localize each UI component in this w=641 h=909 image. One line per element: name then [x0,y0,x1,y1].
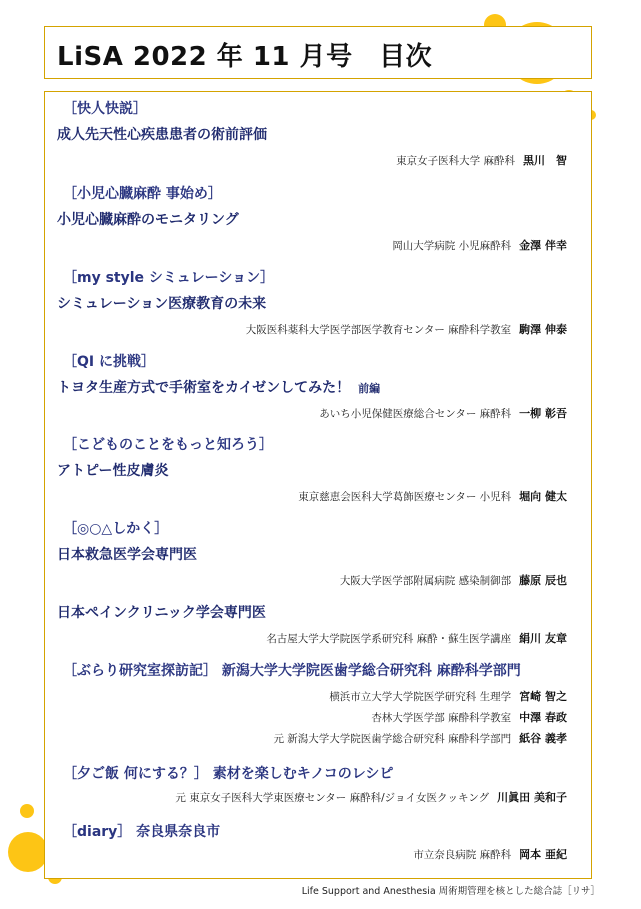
author-line: 元 東京女子医科大学東医療センター 麻酔科/ジョイ女医クッキング 川眞田 美和子 [175,791,567,804]
author-name: 金澤 伴幸 [519,239,567,252]
section-label: ［快人快説］ [63,101,147,117]
author-name: 一柳 彰吾 [519,407,567,420]
author-name: 岡本 亜紀 [519,848,567,861]
author-name: 川眞田 美和子 [497,791,567,804]
section-label[interactable]: ［ぶらり研究室探訪記］ 新潟大学大学院医歯学総合研究科 麻酔科学部門 [63,663,521,679]
author-line: 横浜市立大学大学院医学研究科 生理学 宮崎 智之 [329,690,567,703]
author-line: 杏林大学医学部 麻酔科学教室 中澤 春政 [371,711,567,724]
author-line: 大阪医科薬科大学医学部医学教育センター 麻酔科学教室 駒澤 伸泰 [245,323,567,336]
article-part: 前編 [358,382,381,395]
author-line: あいち小児保健医療総合センター 麻酔科 一柳 彰吾 [319,407,567,420]
footer-text: Life Support and Anesthesia 周術期管理を核とした総合誌［リサ］ [301,886,600,897]
decorative-dot [20,804,34,818]
article-title[interactable]: 成人先天性心疾患患者の術前評価 [57,127,267,143]
article-title[interactable]: アトピー性皮膚炎 [57,463,169,479]
author-line: 名古屋大学大学院医学系研究科 麻酔・蘇生医学講座 絹川 友章 [266,632,567,645]
title-box [44,26,592,79]
author-name: 藤原 辰也 [519,574,567,587]
author-line: 東京女子医科大学 麻酔科 黒川 智 [396,154,567,167]
author-line: 大阪大学医学部附属病院 感染制御部 藤原 辰也 [339,574,567,587]
article-title[interactable]: 日本ペインクリニック学会専門医 [57,605,266,621]
section-label: ［my style シミュレーション］ [63,270,275,286]
author-name: 宮崎 智之 [519,690,567,703]
author-line: 市立奈良病院 麻酔科 岡本 亜紀 [413,848,567,861]
section-label[interactable]: ［夕ご飯 何にする？］ 素材を楽しむキノコのレシピ [63,766,394,782]
page-title: LiSA 2022 年 11 月号 目次 [57,42,433,72]
article-title[interactable]: 小児心臓麻酔のモニタリング [57,212,239,228]
author-name: 駒澤 伸泰 [519,323,567,336]
section-label: ［こどものことをもっと知ろう］ [63,437,273,453]
section-label: ［QI に挑戦］ [63,354,155,370]
article-title[interactable]: 日本救急医学会専門医 [57,547,197,563]
article-title[interactable]: トヨタ生産方式で手術室をカイゼンしてみた！ 前編 [57,380,381,396]
author-line: 岡山大学病院 小児麻酔科 金澤 伴幸 [392,239,567,252]
author-name: 紙谷 義孝 [519,732,567,745]
author-name: 黒川 智 [523,154,567,167]
article-title[interactable]: シミュレーション医療教育の未来 [57,296,267,312]
toc-box [44,91,592,879]
section-label: ［◎○△しかく］ [63,521,169,537]
author-line: 東京慈恵会医科大学葛飾医療センター 小児科 堀向 健太 [298,490,567,503]
section-label: ［小児心臓麻酔 事始め］ [63,186,222,202]
author-name: 堀向 健太 [519,490,567,503]
author-name: 中澤 春政 [519,711,567,724]
author-name: 絹川 友章 [519,632,567,645]
decorative-dot [8,832,48,872]
author-line: 元 新潟大学大学院医歯学総合研究科 麻酔科学部門 紙谷 義孝 [273,732,567,745]
section-label[interactable]: ［diary］ 奈良県奈良市 [63,824,221,840]
